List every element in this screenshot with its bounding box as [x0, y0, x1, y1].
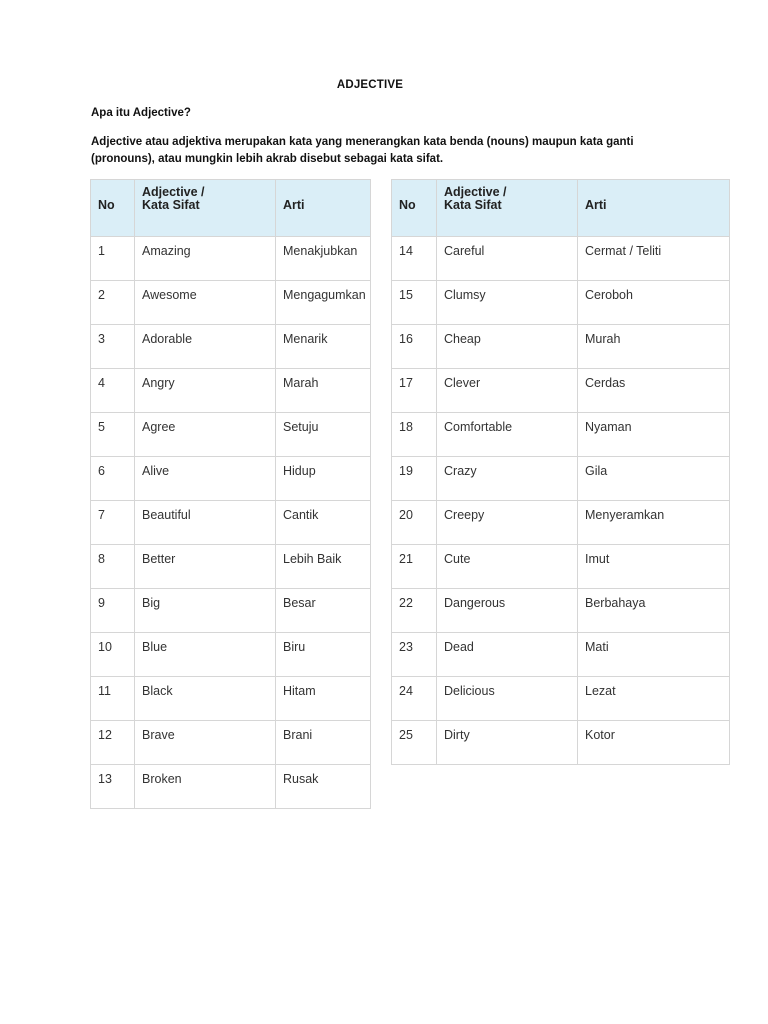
cell-no	[392, 413, 437, 457]
cell-adjective	[135, 545, 276, 589]
cell-arti-text: Menakjubkan	[283, 244, 358, 258]
cell-adjective-text: Dead	[444, 640, 474, 654]
cell-no-text: 3	[98, 332, 105, 346]
cell-adjective-text: Brave	[142, 728, 175, 742]
table-header-row	[392, 180, 730, 237]
cell-adjective	[437, 369, 578, 413]
cell-no-text: 1	[98, 244, 105, 258]
cell-no	[91, 677, 135, 721]
cell-arti	[276, 721, 371, 765]
cell-adjective-text: Creepy	[444, 508, 485, 522]
cell-arti	[578, 501, 730, 545]
cell-arti-text: Nyaman	[585, 420, 632, 434]
cell-arti-text: Hidup	[283, 464, 316, 478]
cell-adjective	[437, 633, 578, 677]
cell-adjective-text: Dangerous	[444, 596, 506, 610]
cell-adjective	[135, 237, 276, 281]
table-row	[392, 281, 730, 325]
cell-adjective	[135, 677, 276, 721]
cell-adjective	[135, 765, 276, 809]
table-row	[392, 721, 730, 765]
cell-no-text: 14	[399, 244, 413, 258]
cell-arti-text: Menyeramkan	[585, 508, 665, 522]
table-row	[91, 457, 371, 501]
cell-no	[392, 545, 437, 589]
cell-arti	[276, 589, 371, 633]
cell-adjective-text: Crazy	[444, 464, 477, 478]
cell-adjective	[437, 677, 578, 721]
cell-no	[91, 457, 135, 501]
cell-adjective	[135, 457, 276, 501]
cell-arti-text: Marah	[283, 376, 319, 390]
cell-no-text: 7	[98, 508, 105, 522]
cell-arti-text: Hitam	[283, 684, 316, 698]
table-row	[91, 369, 371, 413]
cell-arti-text: Brani	[283, 728, 313, 742]
cell-no-text: 8	[98, 552, 105, 566]
cell-adjective-text: Awesome	[142, 288, 197, 302]
header-no: No	[392, 180, 437, 237]
cell-adjective-text: Delicious	[444, 684, 495, 698]
cell-arti	[276, 501, 371, 545]
question-heading: Apa itu Adjective?	[91, 107, 191, 119]
cell-arti	[578, 237, 730, 281]
table-row	[392, 457, 730, 501]
cell-arti-text: Murah	[585, 332, 621, 346]
cell-no	[91, 413, 135, 457]
cell-arti	[276, 237, 371, 281]
cell-arti	[276, 325, 371, 369]
table-row	[91, 589, 371, 633]
cell-arti	[578, 545, 730, 589]
cell-arti	[276, 369, 371, 413]
cell-no	[91, 721, 135, 765]
table-row	[91, 281, 371, 325]
document-title: ADJECTIVE	[336, 79, 404, 91]
cell-adjective	[135, 281, 276, 325]
cell-no	[392, 633, 437, 677]
cell-arti-text: Rusak	[283, 772, 319, 786]
header-adjective	[135, 180, 276, 237]
cell-adjective-text: Adorable	[142, 332, 193, 346]
cell-no	[392, 589, 437, 633]
cell-no-text: 24	[399, 684, 413, 698]
cell-arti	[578, 589, 730, 633]
header-adjective-line1: Adjective /	[142, 185, 205, 199]
cell-adjective-text: Cute	[444, 552, 471, 566]
table-row	[91, 633, 371, 677]
table-row	[392, 501, 730, 545]
cell-arti-text: Berbahaya	[585, 596, 646, 610]
cell-arti-text: Cantik	[283, 508, 319, 522]
cell-no-text: 25	[399, 728, 413, 742]
cell-adjective	[437, 237, 578, 281]
cell-no-text: 15	[399, 288, 413, 302]
intro-paragraph	[91, 134, 671, 168]
cell-arti-text: Mengagumkan	[283, 288, 366, 302]
cell-no-text: 11	[98, 684, 111, 698]
intro-line-2: (pronouns), atau mungkin lebih akrab disebut sebagai kata sifat.	[91, 153, 444, 165]
cell-no-text: 17	[399, 376, 413, 390]
cell-arti	[578, 325, 730, 369]
cell-arti-text: Lebih Baik	[283, 552, 342, 566]
cell-arti	[276, 545, 371, 589]
cell-adjective	[437, 413, 578, 457]
cell-arti	[578, 369, 730, 413]
cell-adjective	[437, 457, 578, 501]
cell-adjective	[135, 633, 276, 677]
cell-arti-text: Ceroboh	[585, 288, 633, 302]
cell-arti	[578, 413, 730, 457]
table-row	[91, 545, 371, 589]
header-adjective-line2: Kata Sifat	[444, 198, 502, 212]
cell-no	[91, 633, 135, 677]
cell-adjective-text: Angry	[142, 376, 175, 390]
cell-no-text: 4	[98, 376, 105, 390]
table-row	[91, 413, 371, 457]
table-row	[392, 369, 730, 413]
cell-no-text: 21	[399, 552, 413, 566]
table-row	[392, 545, 730, 589]
cell-no	[392, 281, 437, 325]
cell-arti	[276, 413, 371, 457]
cell-no-text: 18	[399, 420, 413, 434]
cell-no	[91, 325, 135, 369]
table-row	[91, 677, 371, 721]
table-row	[392, 677, 730, 721]
table-row	[392, 589, 730, 633]
intro-line-1: Adjective atau adjektiva merupakan kata yang menerangkan kata benda (nouns) maupun kata ganti	[91, 136, 634, 148]
cell-no	[91, 281, 135, 325]
cell-arti-text: Kotor	[585, 728, 615, 742]
cell-no-text: 23	[399, 640, 413, 654]
table-row	[392, 237, 730, 281]
cell-arti-text: Imut	[585, 552, 610, 566]
cell-arti-text: Gila	[585, 464, 608, 478]
cell-adjective-text: Broken	[142, 772, 182, 786]
cell-adjective	[135, 589, 276, 633]
cell-no-text: 19	[399, 464, 413, 478]
table-row	[392, 325, 730, 369]
cell-no-text: 5	[98, 420, 105, 434]
cell-adjective	[135, 413, 276, 457]
cell-no-text: 2	[98, 288, 105, 302]
cell-arti	[578, 457, 730, 501]
cell-no-text: 22	[399, 596, 413, 610]
cell-no	[392, 677, 437, 721]
cell-adjective	[437, 325, 578, 369]
cell-no-text: 9	[98, 596, 105, 610]
table-row	[392, 633, 730, 677]
table-row	[91, 721, 371, 765]
cell-adjective-text: Alive	[142, 464, 170, 478]
cell-no-text: 12	[98, 728, 112, 742]
cell-no	[392, 237, 437, 281]
cell-no	[91, 589, 135, 633]
table-row	[91, 501, 371, 545]
cell-adjective-text: Big	[142, 596, 161, 610]
cell-adjective	[135, 369, 276, 413]
cell-arti	[578, 281, 730, 325]
cell-no-text: 13	[98, 772, 112, 786]
cell-no	[91, 545, 135, 589]
cell-arti	[276, 457, 371, 501]
cell-adjective	[135, 721, 276, 765]
cell-no	[91, 765, 135, 809]
cell-adjective-text: Cheap	[444, 332, 481, 346]
header-no: No	[91, 180, 135, 237]
cell-adjective-text: Agree	[142, 420, 176, 434]
cell-arti	[578, 633, 730, 677]
cell-no	[392, 501, 437, 545]
cell-no	[91, 237, 135, 281]
cell-arti-text: Lezat	[585, 684, 616, 698]
cell-adjective	[135, 325, 276, 369]
cell-adjective	[437, 281, 578, 325]
cell-arti-text: Menarik	[283, 332, 328, 346]
table-header-row	[91, 180, 371, 237]
cell-arti	[578, 677, 730, 721]
cell-arti	[578, 721, 730, 765]
header-adjective	[437, 180, 578, 237]
adjective-table-right	[391, 179, 730, 765]
table-row	[91, 325, 371, 369]
cell-arti	[276, 765, 371, 809]
cell-arti	[276, 281, 371, 325]
table-row	[91, 237, 371, 281]
cell-adjective-text: Dirty	[444, 728, 470, 742]
cell-no	[392, 457, 437, 501]
cell-adjective-text: Amazing	[142, 244, 191, 258]
cell-no	[392, 369, 437, 413]
cell-adjective-text: Careful	[444, 244, 485, 258]
cell-arti	[276, 677, 371, 721]
cell-no-text: 6	[98, 464, 105, 478]
cell-arti	[276, 633, 371, 677]
header-adjective-line1: Adjective /	[444, 185, 507, 199]
cell-arti-text: Cermat / Teliti	[585, 244, 662, 258]
cell-no-text: 20	[399, 508, 413, 522]
cell-adjective-text: Comfortable	[444, 420, 513, 434]
cell-arti-text: Besar	[283, 596, 316, 610]
cell-no	[91, 369, 135, 413]
cell-arti-text: Cerdas	[585, 376, 626, 390]
cell-no	[392, 325, 437, 369]
cell-arti-text: Biru	[283, 640, 306, 654]
cell-adjective-text: Better	[142, 552, 176, 566]
cell-adjective-text: Clumsy	[444, 288, 486, 302]
cell-adjective	[437, 545, 578, 589]
cell-adjective-text: Beautiful	[142, 508, 191, 522]
adjective-table-left	[90, 179, 371, 809]
cell-arti-text: Setuju	[283, 420, 319, 434]
table-row	[392, 413, 730, 457]
cell-no-text: 16	[399, 332, 413, 346]
cell-adjective	[437, 589, 578, 633]
cell-adjective	[135, 501, 276, 545]
header-adjective-line2: Kata Sifat	[142, 198, 200, 212]
cell-adjective	[437, 501, 578, 545]
cell-adjective-text: Blue	[142, 640, 168, 654]
cell-no	[91, 501, 135, 545]
cell-adjective	[437, 721, 578, 765]
table-row	[91, 765, 371, 809]
header-arti: Arti	[578, 180, 730, 237]
cell-arti-text: Mati	[585, 640, 609, 654]
cell-no	[392, 721, 437, 765]
cell-adjective-text: Black	[142, 684, 173, 698]
cell-no-text: 10	[98, 640, 112, 654]
cell-adjective-text: Clever	[444, 376, 481, 390]
header-arti: Arti	[276, 180, 371, 237]
